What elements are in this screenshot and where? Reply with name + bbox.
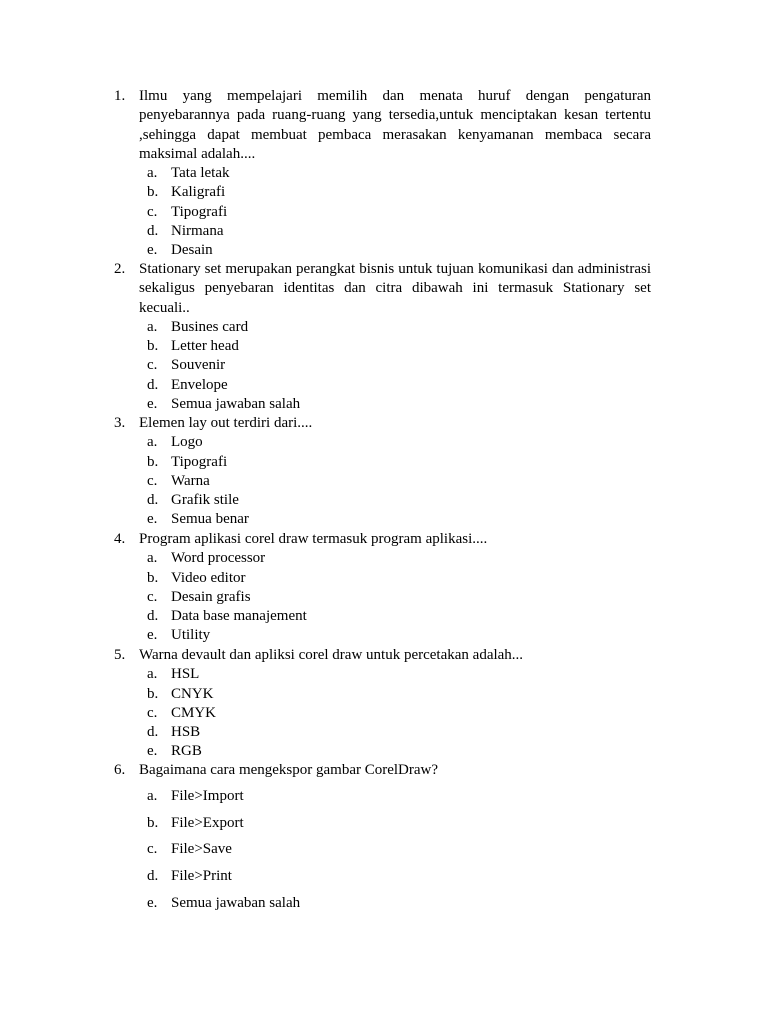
option-text: Nirmana xyxy=(171,223,224,240)
question-text: Program aplikasi corel draw termasuk program aplikasi.... xyxy=(139,531,488,547)
option-text: Logo xyxy=(171,434,203,451)
option-text: Data base manajement xyxy=(171,608,307,625)
option-a xyxy=(147,433,651,452)
option-text: Semua jawaban salah xyxy=(171,894,301,911)
option-b xyxy=(147,814,651,841)
question-1 xyxy=(114,87,651,261)
question-text: Ilmu yang mempelajari memilih dan menata huruf dengan pengaturan penyebarannya pada ruang-ruang yang tersedia,untuk menciptakan kesan tertentu ,sehingga dapat membuat pembaca merasakan kenyamanan membaca secara maksimal adalah.... xyxy=(139,88,651,162)
option-b xyxy=(147,569,651,588)
option-text: Grafik stile xyxy=(171,492,239,509)
option-text: Envelope xyxy=(171,376,228,393)
option-a xyxy=(147,549,651,568)
option-letter: c. xyxy=(147,472,158,489)
question-5 xyxy=(114,646,651,762)
option-e xyxy=(147,510,651,529)
option-a xyxy=(147,164,651,183)
option-letter: c. xyxy=(147,704,158,721)
question-text: Bagaimana cara mengekspor gambar CorelDraw? xyxy=(139,762,439,778)
option-letter: d. xyxy=(147,492,159,509)
option-letter: a. xyxy=(147,666,158,683)
option-letter: b. xyxy=(147,453,159,470)
option-c xyxy=(147,203,651,222)
option-e xyxy=(147,894,651,921)
option-text: Warna xyxy=(171,472,210,489)
option-letter: a. xyxy=(147,165,158,182)
option-letter: b. xyxy=(147,184,159,201)
option-text: HSB xyxy=(171,724,201,741)
option-text: Desain xyxy=(171,242,213,259)
option-e xyxy=(147,742,651,761)
option-letter: d. xyxy=(147,868,159,885)
option-b xyxy=(147,685,651,704)
option-letter: b. xyxy=(147,338,159,355)
option-text: File>Print xyxy=(171,868,232,885)
option-text: Letter head xyxy=(171,338,239,355)
question-4 xyxy=(114,530,651,646)
option-letter: e. xyxy=(147,743,158,760)
option-d xyxy=(147,491,651,510)
option-text: RGB xyxy=(171,743,202,760)
question-number: 6. xyxy=(114,762,126,778)
question-6 xyxy=(114,761,651,920)
option-letter: c. xyxy=(147,841,158,858)
option-letter: c. xyxy=(147,588,158,605)
option-b xyxy=(147,183,651,202)
option-letter: a. xyxy=(147,550,158,567)
option-a xyxy=(147,318,651,337)
option-d xyxy=(147,723,651,742)
question-number: 5. xyxy=(114,647,126,663)
option-text: Tipografi xyxy=(171,203,228,220)
question-number: 1. xyxy=(114,88,126,104)
option-text: Desain grafis xyxy=(171,588,251,605)
option-text: Word processor xyxy=(171,550,266,567)
option-text: File>Save xyxy=(171,841,232,858)
option-letter: b. xyxy=(147,685,159,702)
option-letter: e. xyxy=(147,242,158,259)
option-c xyxy=(147,588,651,607)
option-d xyxy=(147,867,651,894)
option-letter: e. xyxy=(147,396,158,413)
option-letter: a. xyxy=(147,788,158,805)
option-letter: b. xyxy=(147,814,159,831)
option-text: CMYK xyxy=(171,704,217,721)
option-e xyxy=(147,626,651,645)
option-text: Semua jawaban salah xyxy=(171,396,301,413)
option-d xyxy=(147,607,651,626)
question-number: 3. xyxy=(114,415,126,431)
option-text: Tipografi xyxy=(171,453,228,470)
option-a xyxy=(147,787,651,814)
question-number: 2. xyxy=(114,261,126,277)
option-text: Tata letak xyxy=(171,165,230,182)
option-letter: d. xyxy=(147,376,159,393)
question-2 xyxy=(114,260,651,414)
option-letter: c. xyxy=(147,203,158,220)
option-text: Semua benar xyxy=(171,511,249,528)
question-number: 4. xyxy=(114,531,126,547)
option-letter: d. xyxy=(147,608,159,625)
option-e xyxy=(147,241,651,260)
option-c xyxy=(147,704,651,723)
option-letter: a. xyxy=(147,434,158,451)
question-text: Warna devault dan apliksi corel draw untuk percetakan adalah... xyxy=(139,647,524,663)
option-letter: c. xyxy=(147,357,158,374)
option-letter: b. xyxy=(147,569,159,586)
option-c xyxy=(147,356,651,375)
option-a xyxy=(147,665,651,684)
option-letter: a. xyxy=(147,318,158,335)
option-text: Utility xyxy=(171,627,211,644)
option-text: File>Export xyxy=(171,814,244,831)
option-b xyxy=(147,337,651,356)
option-text: HSL xyxy=(171,666,200,683)
option-letter: d. xyxy=(147,223,159,240)
option-letter: e. xyxy=(147,511,158,528)
option-d xyxy=(147,376,651,395)
option-c xyxy=(147,840,651,867)
question-text: Stationary set merupakan perangkat bisnis untuk tujuan komunikasi dan administrasi sekaligus penyebaran identitas dan citra dibawah ini termasuk Stationary set kecuali.. xyxy=(139,261,651,316)
option-text: Kaligrafi xyxy=(171,184,226,201)
option-text: File>Import xyxy=(171,788,244,805)
option-letter: d. xyxy=(147,724,159,741)
option-text: Souvenir xyxy=(171,357,226,374)
option-b xyxy=(147,453,651,472)
option-text: Busines card xyxy=(171,318,249,335)
option-letter: e. xyxy=(147,894,158,911)
option-text: CNYK xyxy=(171,685,214,702)
question-3 xyxy=(114,414,651,530)
option-text: Video editor xyxy=(171,569,246,586)
option-e xyxy=(147,395,651,414)
option-letter: e. xyxy=(147,627,158,644)
option-d xyxy=(147,222,651,241)
option-c xyxy=(147,472,651,491)
question-text: Elemen lay out terdiri dari.... xyxy=(139,415,313,431)
